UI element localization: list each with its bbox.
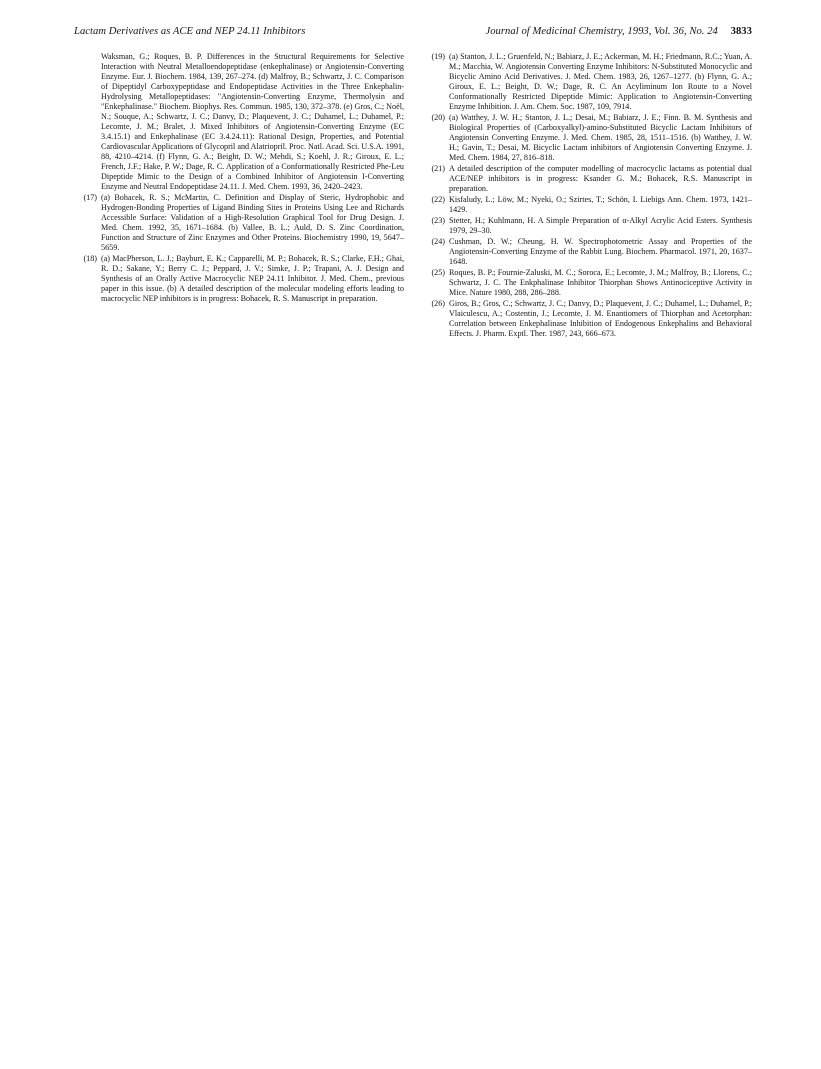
reference-item xyxy=(75,52,404,192)
reference-text: (a) Watthey, J. W. H.; Stanton, J. L.; Desai, M.; Babiarz, J. E.; Finn. B. M. Synthesis and Biological Properties of (Carboxyalkyl)-amino-Substituted Bicyclic Lactam Inhibitors of Angiotensin Converting Enzyme. J. Med. Chem. 1985, 28, 1511–1516. (b) Watthey, J. W. H.; Gavin, T.; Desai, M. Bicyclic Lactam inhibitors of Angiotensin Converting Enzyme. J. Med. Chem. 1984, 27, 816–818. xyxy=(449,113,752,162)
reference-text: (a) Stanton, J. L.; Gruenfeld, N.; Babiarz, J. E.; Ackerman, M. H.; Friedmann, R.C.; Yuan, A. M.; Macchia, W. Angiotensin Converting Enzyme Inhibitors: N-Substituted Monocyclic and Bicyclic Amino Acid Derivatives. J. Med. Chem. 1983, 26, 1267–1277. (b) Flynn, G. A.; Giroux, E. L.; Beight, D. W.; Dage, R. C. An Acyliminum Ion Route to a Novel Conformationally Restricted Dipeptide Mimic: Application to Angiotensin-Converting Enzyme Inhibition. J. Am. Chem. Soc. 1987, 109, 7914. xyxy=(449,52,752,111)
references-left-column xyxy=(75,52,404,305)
reference-item xyxy=(423,113,752,163)
reference-number: (24) xyxy=(431,237,445,246)
running-title: Lactam Derivatives as ACE and NEP 24.11 Inhibitors xyxy=(74,26,306,37)
reference-item xyxy=(423,52,752,112)
reference-number: (25) xyxy=(431,268,445,277)
reference-text: Cushman, D. W.; Cheung, H. W. Spectrophotometric Assay and Properties of the Angiotensin-Converting Enzyme of the Rabbit Lung. Biochem. Pharmacol. 1971, 20, 1637–1648. xyxy=(449,237,752,266)
reference-text: Kisfaludy, L.; Löw, M.; Nyeki, O.; Szirtes, T.; Schön, I. Liebigs Ann. Chem. 1973, 1421–1429. xyxy=(449,195,752,214)
reference-item xyxy=(75,193,404,253)
reference-text: (a) MacPherson, L. J.; Bayburt, E. K.; Capparelli, M. P.; Bohacek, R. S.; Clarke, F.H.; Ghai, R. D.; Sakane, Y.; Berry C. J.; Peppard, J. V.; Simke, J. P.; Trapani, A. J. Design and Synthesis of an Orally Active Macrocyclic NEP 24.11 Inhibitor. J. Med. Chem., previous paper in this issue. (b) A detailed description of the molecular modeling efforts leading to macrocyclic NEP inhibitors is in progress: Bohacek, R. S. Manuscript in preparation. xyxy=(101,254,404,303)
reference-text: (a) Bohacek, R. S.; McMartin, C. Definition and Display of Steric, Hydrophobic and Hydrogen-Bonding Properties of Ligand Binding Sites in Proteins Using Lee and Richards Accessible Surface: Validation of a High-Resolution Graphical Tool for Drug Design. J. Med. Chem. 1992, 35, 1671–1684. (b) Vallee, B. L.; Auld, D. S. Zinc Coordination, Function and Structure of Zinc Enzymes and Other Proteins. Biochemistry 1990, 19, 5647–5659. xyxy=(101,193,404,252)
reference-number: (17) xyxy=(83,193,97,202)
reference-number: (22) xyxy=(431,195,445,204)
reference-item xyxy=(75,254,404,304)
journal-citation-header xyxy=(485,26,752,37)
reference-text: Waksman, G.; Roques, B. P. Differences in the Structural Requirements for Selective Interaction with Neutral Metalloendopeptidase (enkephalinase) or Angiotensin-Converting Enzyme. Eur. J. Biochem. 1984, 139, 267–274. (d) Malfroy, B.; Schwartz, J. C. Comparison of Dipeptidyl Carboxypeptidase and Endopeptidase Activities in the Three Enkephalin-Hydrolysing Metallopeptidases: "Angiotensin-Converting Enzyme, Thermolysin and "Enkephalinase." Biochem. Biophys. Res. Commun. 1985, 130, 372–378. (e) Gros, C.; Noël, N.; Souque, A.; Schwartz, J. C.; Danvy, D.; Plaquevent, J. C.; Duhamel, L.; Duhamel, P.; Lecomte, J. M.; Bralet, J. Mixed Inhibitors of Angiotensin-Converting Enzyme (EC 3.4.15.1) and Enkephalinase (EC 3.4.24.11): Rational Design, Properties, and Potential Cardiovascular Applications of Glycopril and Alatriopril. Proc. Natl. Acad. Sci. U.S.A. 1991, 88, 4210–4214. (f) Flynn, G. A.; Beight, D. W.; Mehdi, S.; Koehl, J. R.; Giroux, E. L.; French, J.F.; Hake, P. W.; Dage, R. C. Application of a Conformationally Restricted Phe-Leu Dipeptide Mimic to the Design of a Combined Inhibitor of Angiotensin I-Converting Enzyme and Neutral Endopeptidase 24.11. J. Med. Chem. 1993, 36, 2420–2423. xyxy=(101,52,404,191)
reference-item xyxy=(423,268,752,298)
reference-item xyxy=(423,237,752,267)
reference-item xyxy=(423,164,752,194)
reference-number: (21) xyxy=(431,164,445,173)
reference-text: Stetter, H.; Kuhlmann, H. A Simple Preparation of α-Alkyl Acrylic Acid Esters. Synthesis 1979, 29–30. xyxy=(449,216,752,235)
running-header xyxy=(74,26,752,42)
reference-text: Roques, B. P.; Fournie-Zaluski, M. C.; Soroca, E.; Lecomte, J. M.; Malfroy, B.; Llorens, C.; Schwartz, J. C. The Enkphalinase Inhibitor Thiorphan Shows Antinociceptive Activity in Mice. Nature 1980, 288, 286–288. xyxy=(449,268,752,297)
page-number: 3833 xyxy=(730,26,752,37)
reference-number: (18) xyxy=(83,254,97,263)
reference-number: (26) xyxy=(431,299,445,308)
reference-item xyxy=(423,195,752,215)
reference-number: (19) xyxy=(431,52,445,61)
references-right-column xyxy=(423,52,752,340)
reference-item xyxy=(423,299,752,339)
reference-item xyxy=(423,216,752,236)
journal-name: Journal of Medicinal Chemistry, 1993, Vol. 36, No. 24 xyxy=(485,26,718,37)
reference-text: Giros, B.; Gros, C.; Schwartz, J. C.; Danvy, D.; Plaquevent, J. C.; Duhamel, L.; Duhamel, P.; Vlaiculescu, A.; Costentin, J.; Lecomte, J. M. Enantiomers of Thiorphan and Acetorphan: Correlation between Enkephalinase Inhibition of Endogenous Enkephalins and Behavioral Effects. J. Pharm. Exptl. Ther. 1987, 243, 666–673. xyxy=(449,299,752,338)
reference-number: (20) xyxy=(431,113,445,122)
reference-text: A detailed description of the computer modelling of macrocyclic lactams as potential dual ACE/NEP inhibitors is in progress: Ksander G. M.; Bohacek, R.S. Manuscript in preparation. xyxy=(449,164,752,193)
reference-number: (23) xyxy=(431,216,445,225)
